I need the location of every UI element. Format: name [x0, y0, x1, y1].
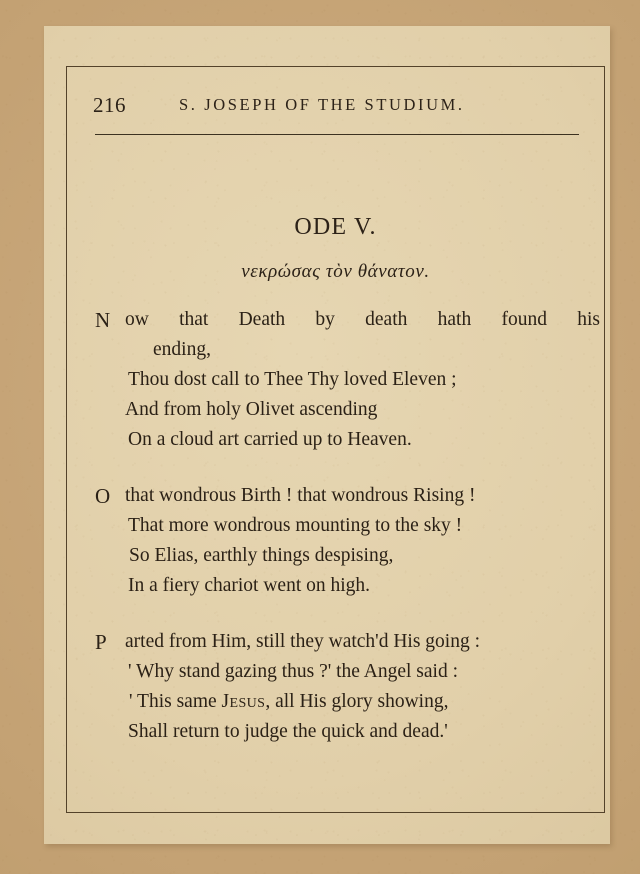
poem-line: [66, 365, 605, 395]
poem-line: [66, 481, 605, 511]
poem-word: that: [179, 309, 209, 330]
poem-line: [66, 541, 605, 571]
poem-word: found: [501, 309, 547, 330]
poem-line-text: ' This same Jesus, all His glory showing,: [129, 691, 449, 712]
poem-line: [66, 511, 605, 541]
poem-word: hath: [437, 309, 472, 330]
poem-line-text: In a fiery chariot went on high.: [128, 575, 371, 596]
stanza-initial-capital: P: [95, 630, 107, 654]
poem-line: [66, 627, 605, 657]
poem-line: [66, 335, 605, 365]
poem-line-text: So Elias, earthly things despising,: [129, 545, 394, 566]
poem-line-text: ending,: [153, 339, 211, 360]
poem-word: death: [365, 309, 408, 330]
poem-stanza: [66, 627, 605, 747]
poem-line-text: Shall return to judge the quick and dead.': [128, 721, 448, 742]
poem-line: [66, 687, 605, 717]
poem-word: ow: [125, 309, 149, 330]
poem-line: [66, 425, 605, 455]
poem-line: [66, 657, 605, 687]
stanza-initial-capital: N: [95, 308, 111, 332]
poem-line-text: And from holy Olivet ascending: [125, 399, 378, 420]
poem-line-text: that wondrous Birth ! that wondrous Rising !: [125, 485, 476, 506]
poem-line-text: That more wondrous mounting to the sky !: [128, 515, 463, 536]
poem-line-text: [66, 305, 605, 335]
poem-line-text: On a cloud art carried up to Heaven.: [128, 429, 412, 450]
poem-word: his: [577, 309, 600, 330]
poem-word: by: [315, 309, 335, 330]
poem-line: [66, 305, 605, 335]
header-divider-rule: [95, 134, 579, 135]
ode-title: ODE V.: [294, 214, 377, 240]
poem-line-text: ' Why stand gazing thus ?' the Angel said :: [128, 661, 458, 682]
poem-line-text: Thou dost call to Thee Thy loved Eleven ;: [128, 369, 457, 390]
poem-stanza: [66, 481, 605, 601]
stanza-initial-capital: O: [95, 484, 111, 508]
poem-body: [66, 305, 605, 773]
poem-stanza: [66, 305, 605, 455]
poem-line: [66, 571, 605, 601]
running-head: [66, 93, 605, 123]
poem-line: [66, 395, 605, 425]
small-caps-name: Jesus: [221, 691, 266, 712]
ode-greek-subtitle: νεκρώσας τὸν θάνατον.: [241, 261, 430, 282]
poem-line-text: arted from Him, still they watch'd His going :: [125, 631, 480, 652]
running-title: S. JOSEPH OF THE STUDIUM.: [179, 95, 465, 114]
poem-line: [66, 717, 605, 747]
poem-word: Death: [238, 309, 286, 330]
page-folio-number: 216: [93, 93, 126, 117]
